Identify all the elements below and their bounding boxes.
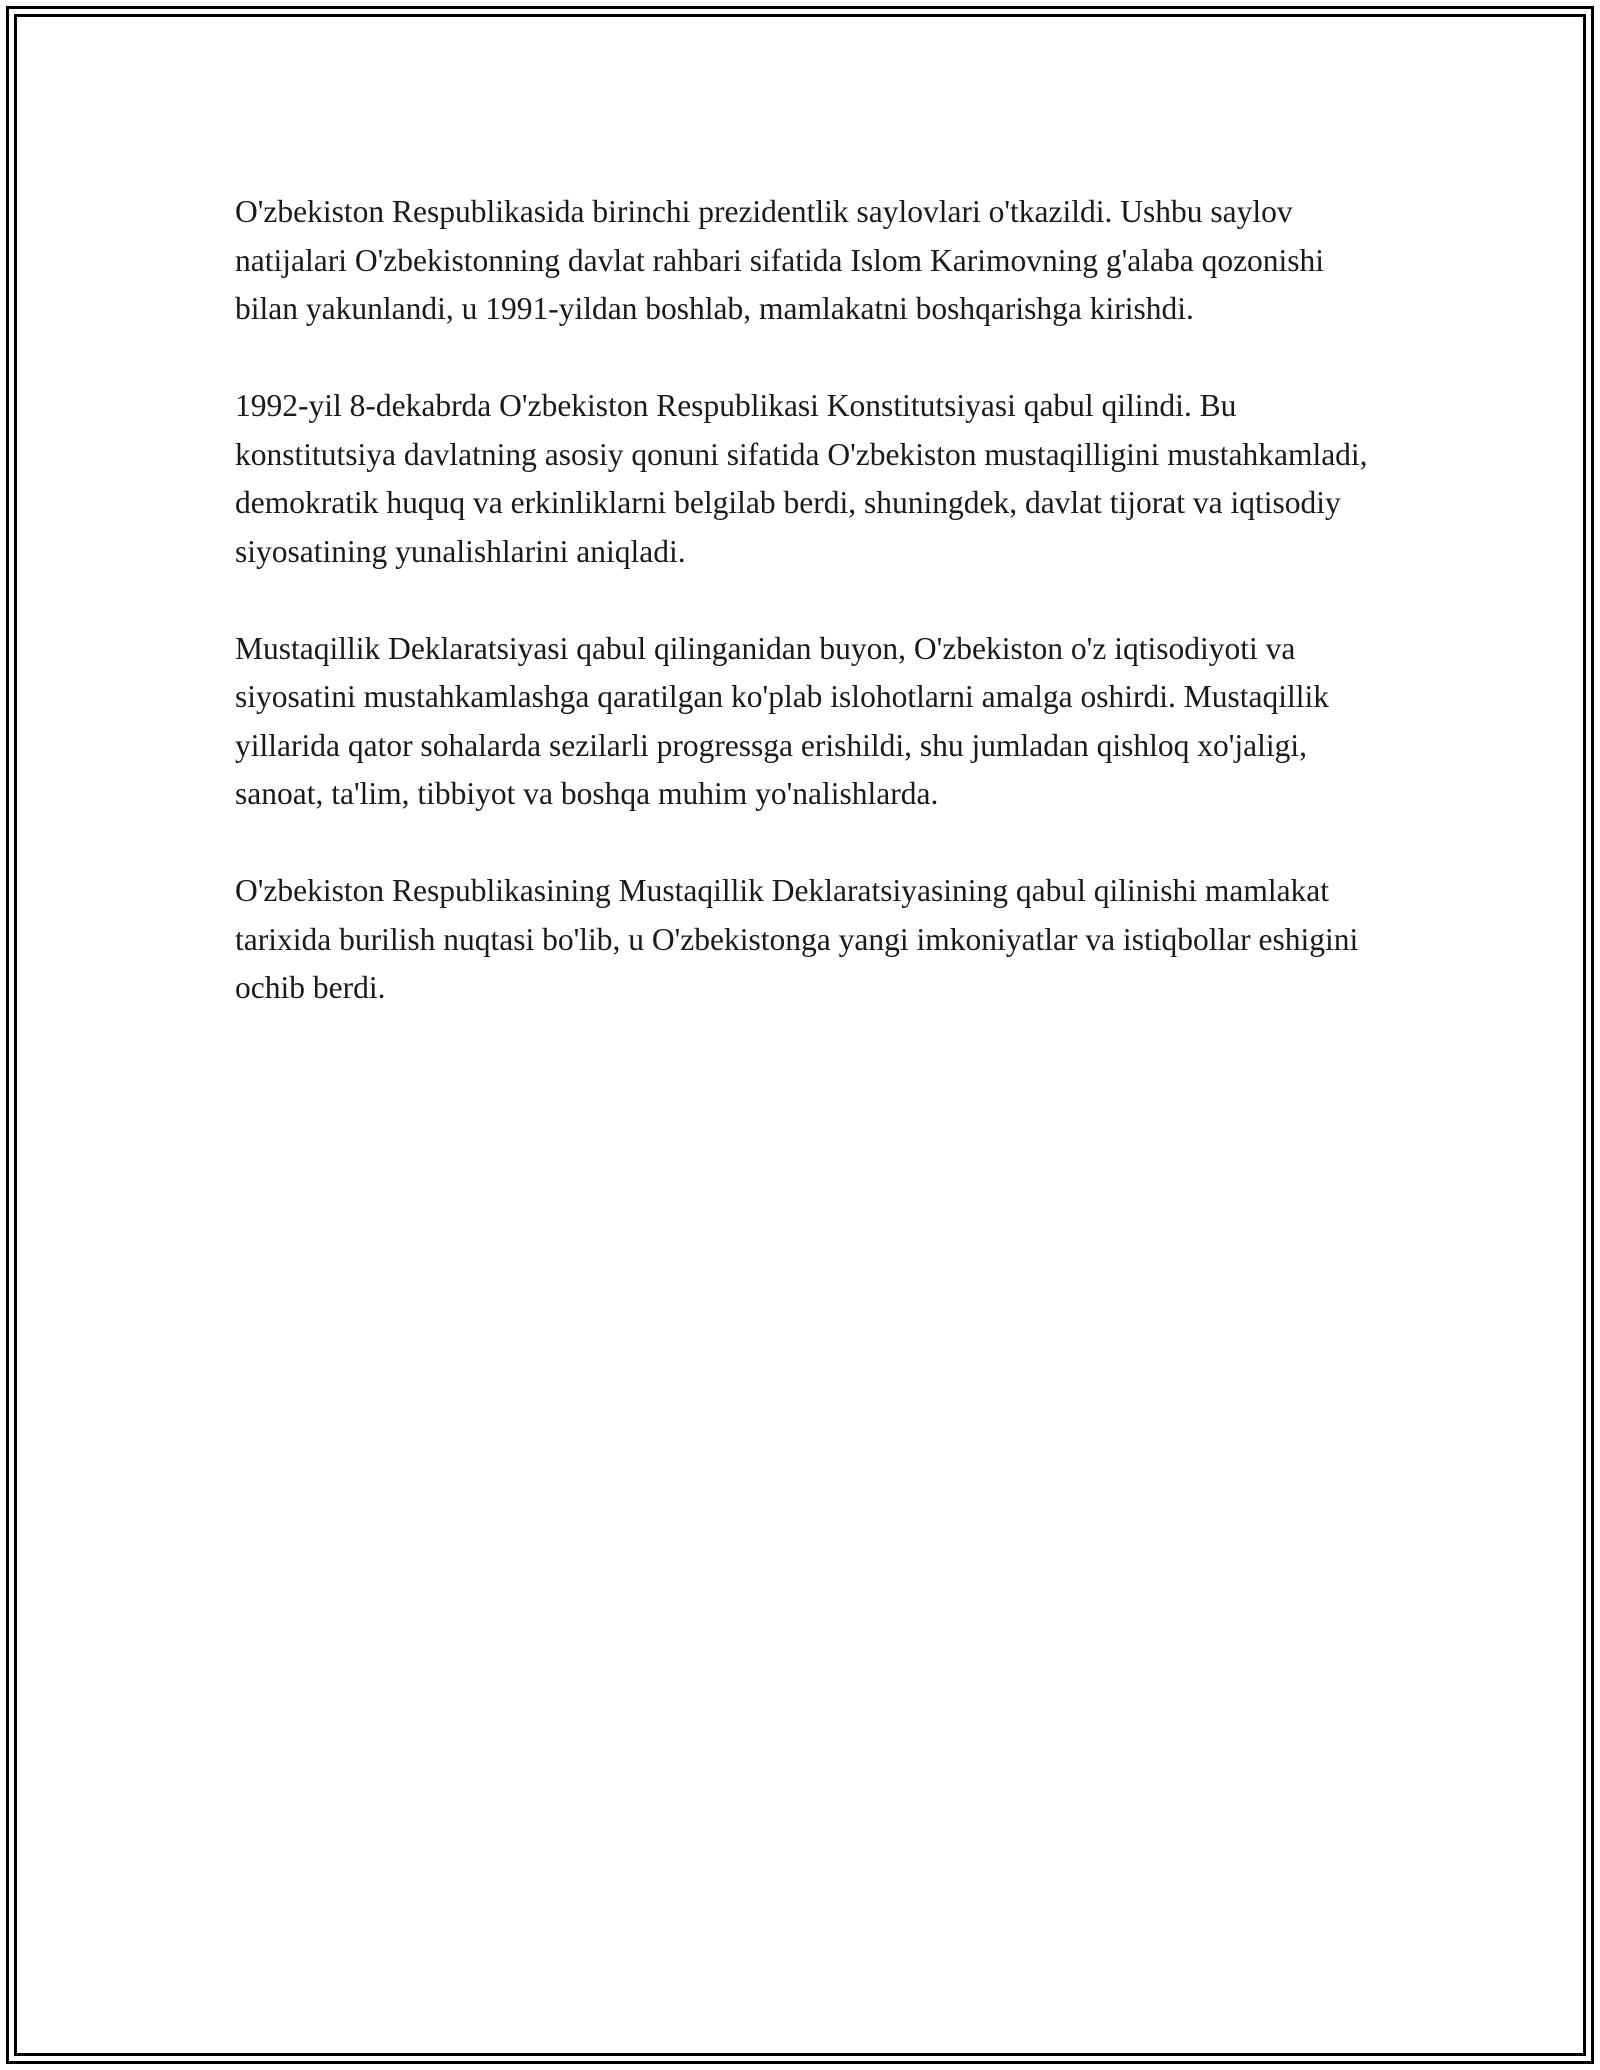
paragraph-presidential-elections: O'zbekiston Respublikasida birinchi prezidentlik saylovlari o'tkazildi. Ushbu saylov natijalari O'zbekistonning davlat rahbari sifatida Islom Karimovning g'alaba qozonishi bilan yakunlandi, u 1991-yildan boshlab, mamlakatni boshqarishga kirishdi. — [235, 194, 1325, 326]
paragraph-reforms: Mustaqillik Deklaratsiyasi qabul qilinganidan buyon, O'zbekiston o'z iqtisodiyoti va siyosatini mustahkamlashga qaratilgan ko'plab islohotlarni amalga oshirdi. Mustaqillik yillarida qator sohalarda sezilarli progressga erishildi, shu jumladan qishloq xo'jaligi, sanoat, ta'lim, tibbiyot va boshqa muhim yo'nalishlarda. — [235, 630, 1329, 811]
paragraph-turning-point: O'zbekiston Respublikasining Mustaqillik Deklaratsiyasining qabul qilinishi mamlakat tarixida burilish nuqtasi bo'lib, u O'zbekistonga yangi imkoniyatlar va istiqbollar eshigini ochib berdi. — [235, 873, 1359, 1005]
paragraph-constitution: 1992-yil 8-dekabrda O'zbekiston Respublikasi Konstitutsiyasi qabul qilindi. Bu konstitutsiya davlatning asosiy qonuni sifatida O'zbekiston mustaqilligini mustahkamladi, demokratik huquq va erkinliklarni belgilab berdi, shuningdek, davlat tijorat va iqtisodiy siyosatining yunalishlarini aniqladi. — [235, 388, 1368, 569]
document-body — [235, 188, 1375, 1061]
